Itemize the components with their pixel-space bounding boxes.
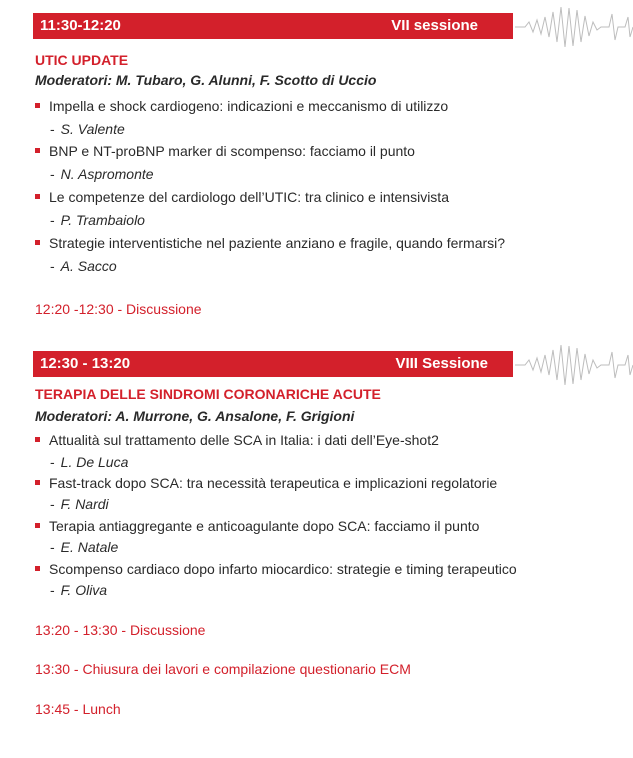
topic-text: BNP e NT-proBNP marker di scompenso: facciamo il punto bbox=[49, 143, 415, 159]
bullet-square-icon bbox=[35, 523, 40, 528]
bullet-square-icon bbox=[35, 240, 40, 245]
topic-item bbox=[35, 518, 479, 534]
lunch-slot: 13:45 - Lunch bbox=[35, 701, 121, 717]
bullet-square-icon bbox=[35, 566, 40, 571]
speaker-name: N. Aspromonte bbox=[60, 166, 154, 182]
topic-item bbox=[35, 475, 497, 491]
speaker-name: A. Sacco bbox=[60, 258, 117, 274]
topic-item bbox=[35, 235, 505, 251]
bullet-square-icon bbox=[35, 148, 40, 153]
speaker: - E. Natale bbox=[50, 539, 119, 555]
topic-item bbox=[35, 143, 415, 159]
session-time: 11:30-12:20 bbox=[40, 17, 121, 34]
speaker: - P. Trambaiolo bbox=[50, 212, 145, 228]
topic-text: Le competenze del cardiologo dell’UTIC: tra clinico e intensivista bbox=[49, 189, 449, 205]
session-time: 12:30 - 13:20 bbox=[40, 355, 131, 372]
session-moderators: Moderatori: A. Murrone, G. Ansalone, F. Grigioni bbox=[35, 408, 355, 424]
speaker-name: L. De Luca bbox=[60, 454, 129, 470]
discussion-slot: 12:20 -12:30 - Discussione bbox=[35, 301, 202, 317]
speaker-name: F. Nardi bbox=[60, 496, 109, 512]
closing-slot: 13:30 - Chiusura dei lavori e compilazione questionario ECM bbox=[35, 661, 411, 677]
topic-text: Fast-track dopo SCA: tra necessità terapeutica e implicazioni regolatorie bbox=[49, 475, 498, 491]
bullet-square-icon bbox=[35, 103, 40, 108]
speaker-name: E. Natale bbox=[60, 539, 119, 555]
session-label: VII sessione bbox=[391, 17, 478, 34]
bullet-square-icon bbox=[35, 194, 40, 199]
ecg-heart-icon bbox=[515, 2, 633, 52]
discussion-slot: 13:20 - 13:30 - Discussione bbox=[35, 622, 206, 638]
topic-item bbox=[35, 561, 517, 577]
speaker-name: F. Oliva bbox=[60, 582, 108, 598]
topic-text: Strategie interventistiche nel paziente anziano e fragile, quando fermarsi? bbox=[49, 235, 506, 251]
session-label: VIII Sessione bbox=[395, 355, 488, 372]
topic-text: Scompenso cardiaco dopo infarto miocardico: strategie e timing terapeutico bbox=[49, 561, 517, 577]
speaker-name: P. Trambaiolo bbox=[60, 212, 145, 228]
bullet-square-icon bbox=[35, 437, 40, 442]
bullet-square-icon bbox=[35, 480, 40, 485]
speaker-name: S. Valente bbox=[60, 121, 125, 137]
speaker: - N. Aspromonte bbox=[50, 166, 154, 182]
session-moderators: Moderatori: M. Tubaro, G. Alunni, F. Scotto di Uccio bbox=[35, 72, 377, 88]
session-header-bar bbox=[33, 13, 513, 39]
topic-text: Terapia antiaggregante e anticoagulante dopo SCA: facciamo il punto bbox=[49, 518, 480, 534]
speaker: - F. Oliva bbox=[50, 582, 108, 598]
topic-item bbox=[35, 432, 439, 448]
session-title: UTIC UPDATE bbox=[35, 52, 129, 68]
topic-item bbox=[35, 189, 449, 205]
speaker: - A. Sacco bbox=[50, 258, 117, 274]
topic-text: Impella e shock cardiogeno: indicazioni e meccanismo di utilizzo bbox=[49, 98, 449, 114]
speaker: - F. Nardi bbox=[50, 496, 109, 512]
topic-item bbox=[35, 98, 448, 114]
ecg-heart-icon bbox=[515, 340, 633, 390]
session-header-bar bbox=[33, 351, 513, 377]
topic-text: Attualità sul trattamento delle SCA in Italia: i dati dell’Eye-shot2 bbox=[49, 432, 439, 448]
session-title: TERAPIA DELLE SINDROMI CORONARICHE ACUTE bbox=[35, 386, 381, 402]
speaker: - S. Valente bbox=[50, 121, 125, 137]
speaker: - L. De Luca bbox=[50, 454, 129, 470]
